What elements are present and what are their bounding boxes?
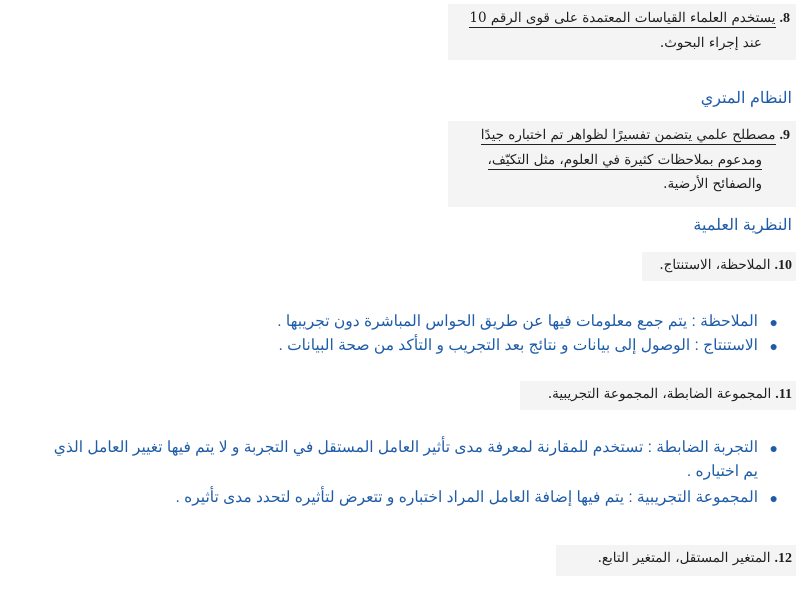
bullet-icon: ● xyxy=(769,314,778,330)
question-text-line-3: والصفائح الأرضية. xyxy=(663,176,762,192)
question-11 xyxy=(520,381,796,410)
question-number: 9. xyxy=(779,128,790,143)
list-item: ● المجموعة التجريبية : يتم فيها إضافة العامل المراد اختباره و تتعرض لتأثيره لتحدد مدى تأثيره . xyxy=(40,486,786,510)
question-number: 8. xyxy=(779,11,790,26)
question-number: 10. xyxy=(774,258,792,273)
bullet-icon: ● xyxy=(769,490,778,506)
question-8 xyxy=(448,4,796,60)
list-item: ● التجربة الضابطة : تستخدم للمقارنة لمعرفة مدى تأثير العامل المستقل في التجربة و لا يتم فيها تغيير العامل الذي يم اختياره . xyxy=(40,436,786,484)
bullet-icon: ● xyxy=(769,440,778,456)
question-text-line-1: يستخدم العلماء القياسات المعتمدة على قوى الرقم 10 xyxy=(469,10,776,26)
question-number: 11. xyxy=(775,387,792,402)
answer-11-list xyxy=(40,436,786,510)
answer-8: النظام المتري xyxy=(700,90,792,107)
bullet-icon: ● xyxy=(769,338,778,354)
question-text: المتغير المستقل، المتغير التابع. xyxy=(597,550,771,566)
question-text-line-2: ومدعوم بملاحظات كثيرة في العلوم، مثل التكيّف، xyxy=(487,152,762,168)
answer-10-list xyxy=(6,310,786,358)
question-text-line-2: عند إجراء البحوث. xyxy=(659,35,762,51)
question-12 xyxy=(556,545,796,576)
list-item: ● الاستنتاج : الوصول إلى بيانات و نتائج بعد التجريب و التأكد من صحة البيانات . xyxy=(6,334,786,358)
question-9 xyxy=(448,121,796,207)
question-number: 12. xyxy=(774,551,792,566)
question-text: الملاحظة، الاستنتاج. xyxy=(659,257,771,273)
question-text-line-1: مصطلح علمي يتضمن تفسيرًا لظواهر تم اختباره جيدًا xyxy=(480,127,776,143)
question-10 xyxy=(642,252,796,281)
answer-9: النظرية العلمية xyxy=(693,217,792,234)
list-item: ● الملاحظة : يتم جمع معلومات فيها عن طريق الحواس المباشرة دون تجريبها . xyxy=(6,310,786,334)
question-text: المجموعة الضابطة، المجموعة التجريبية. xyxy=(547,386,772,402)
